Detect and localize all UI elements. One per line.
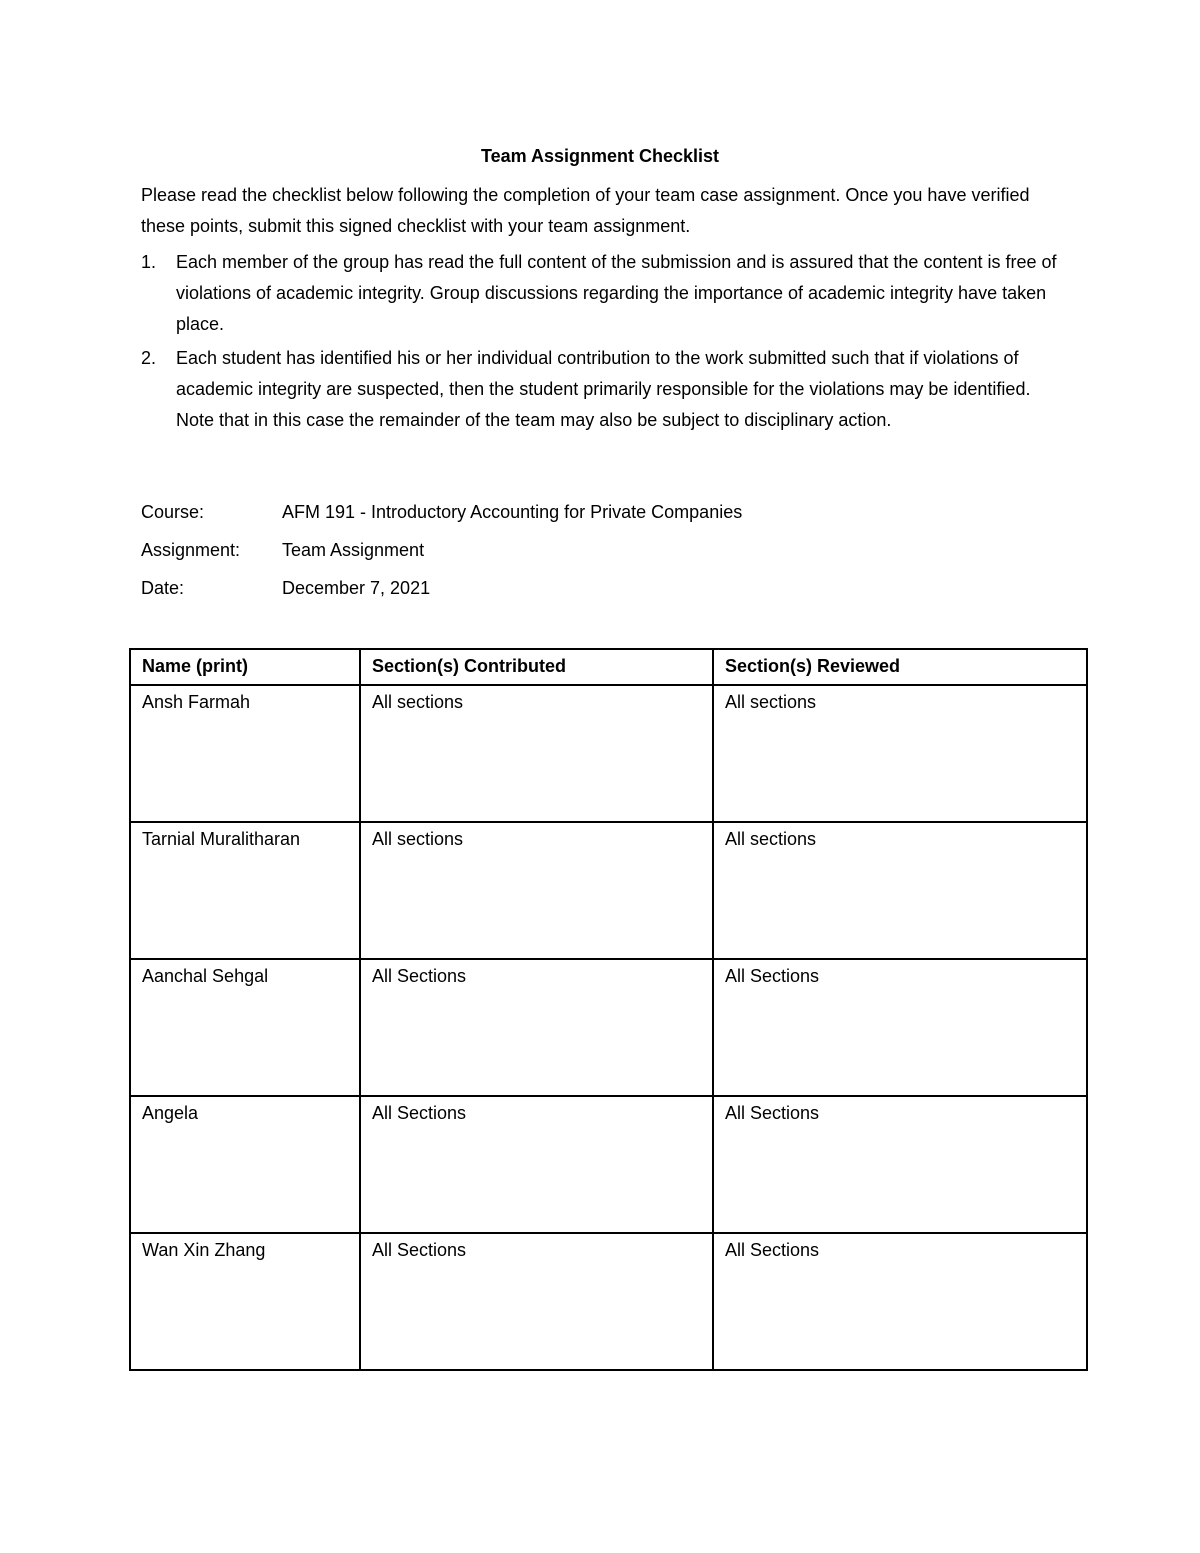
date-label: Date: [141, 578, 185, 598]
assignment-value: Team Assignment [282, 540, 425, 560]
member-name: Wan Xin Zhang [130, 1233, 360, 1370]
sections-contributed: All sections [360, 822, 713, 959]
checklist-item-text: Each member of the group has read the full content of the submission and is assured that the content is free of violations of academic integrity. Group discussions regarding the importance of academic integrity have taken place. [176, 252, 1057, 334]
course-value: AFM 191 - Introductory Accounting for Private Companies [282, 502, 743, 522]
assignment-label: Assignment: [141, 540, 241, 560]
sections-contributed: All Sections [360, 959, 713, 1096]
table-header-row [130, 649, 1087, 685]
checklist-item-number: 2. [141, 348, 157, 368]
table-row [130, 959, 1087, 1096]
intro-paragraph: Please read the checklist below following the completion of your team case assignment. Once you have verified these points, submit this signed checklist with your team assignment. [141, 185, 1030, 236]
table-row [130, 1233, 1087, 1370]
checklist-item-text: Each student has identified his or her individual contribution to the work submitted such that if violations of academic integrity are suspected, then the student primarily responsible for the violations may be identified. Note that in this case the remainder of the team may also be subject to disciplinary action. [176, 348, 1031, 430]
sections-reviewed: All Sections [713, 1096, 1087, 1233]
date-row [141, 576, 430, 600]
member-name: Tarnial Muralitharan [130, 822, 360, 959]
sections-reviewed: All sections [713, 822, 1087, 959]
course-label: Course: [141, 502, 205, 522]
header-sections-contributed: Section(s) Contributed [360, 649, 713, 685]
member-name: Angela [130, 1096, 360, 1233]
checklist-item-number: 1. [141, 252, 157, 272]
page-title: Team Assignment Checklist [480, 146, 720, 166]
checklist-item [141, 343, 1071, 436]
header-sections-reviewed: Section(s) Reviewed [713, 649, 1087, 685]
checklist-item [141, 247, 1071, 340]
table-row [130, 685, 1087, 822]
sections-reviewed: All Sections [713, 1233, 1087, 1370]
course-row [141, 500, 742, 524]
header-name: Name (print) [130, 649, 360, 685]
sections-contributed: All Sections [360, 1096, 713, 1233]
sections-contributed: All sections [360, 685, 713, 822]
assignment-row [141, 538, 424, 562]
checklist [141, 247, 1071, 439]
sections-contributed: All Sections [360, 1233, 713, 1370]
member-name: Ansh Farmah [130, 685, 360, 822]
date-value: December 7, 2021 [282, 578, 431, 598]
sections-reviewed: All sections [713, 685, 1087, 822]
table-row [130, 1096, 1087, 1233]
table-row [130, 822, 1087, 959]
team-table [129, 648, 1088, 1371]
member-name: Aanchal Sehgal [130, 959, 360, 1096]
team-table-wrapper [129, 648, 1088, 1371]
sections-reviewed: All Sections [713, 959, 1087, 1096]
